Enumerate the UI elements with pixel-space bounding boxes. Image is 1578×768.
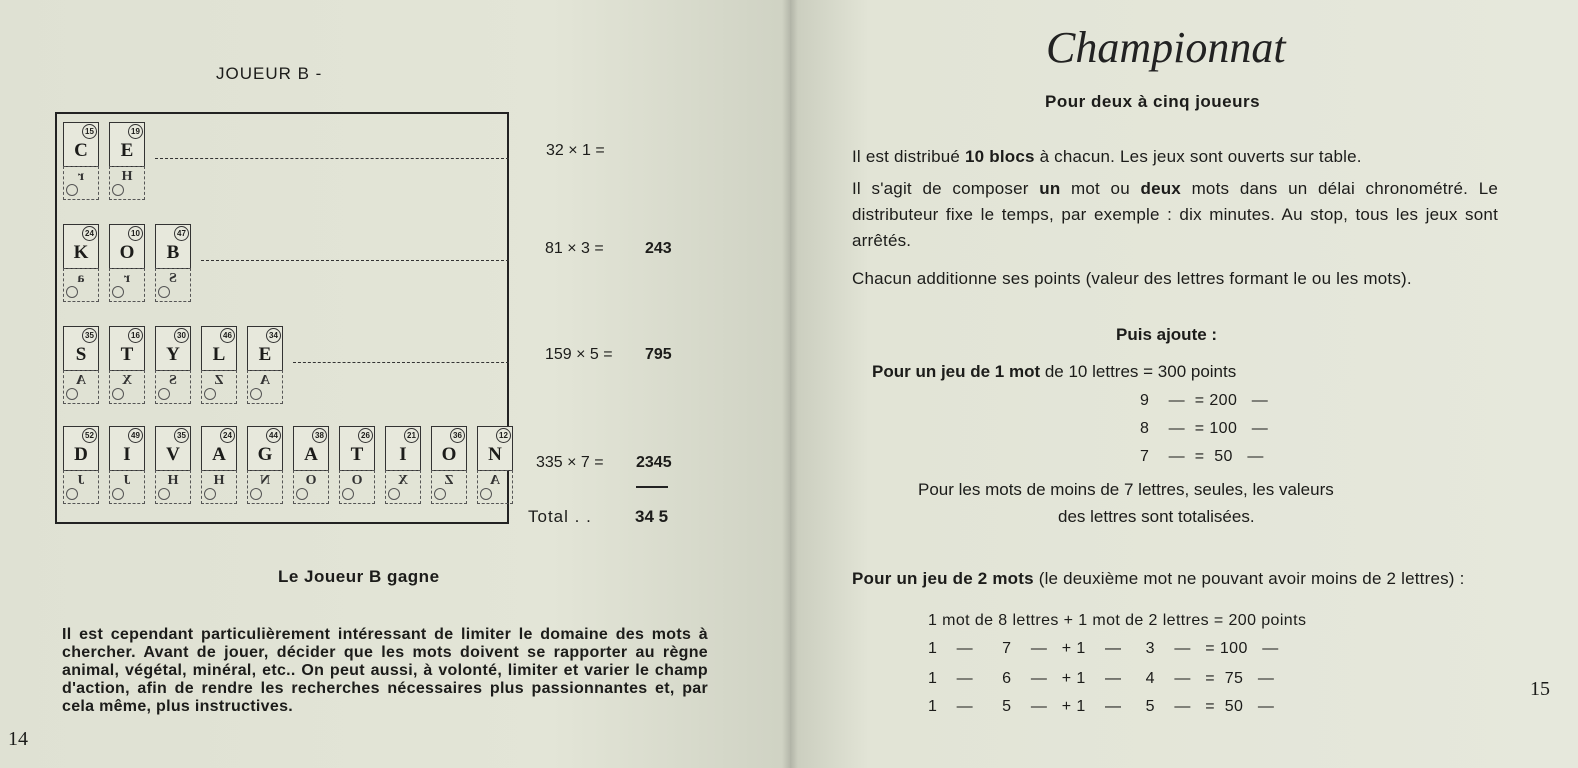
tile-mirror-letter: X (397, 473, 409, 488)
connector-line (155, 158, 509, 159)
one-word-row: 8 — = 100 — (1140, 420, 1269, 437)
letter-tile (63, 224, 99, 302)
tile-stub-circle (112, 184, 124, 196)
row-calculation (536, 454, 672, 472)
tile-letter: K (73, 242, 89, 263)
tile-stub-circle (66, 184, 78, 196)
tile-points: 10 (128, 226, 143, 241)
tile-mirror-letter: a (77, 271, 85, 286)
page-title: Championnat (1046, 23, 1286, 72)
text: à chacun. Les jeux sont ouverts sur table. (1034, 147, 1362, 166)
text: Il s'agit de composer (852, 179, 1040, 198)
letter-tile (385, 426, 421, 504)
tile-stub-circle (204, 388, 216, 400)
bold-text: 10 blocs (965, 147, 1035, 166)
tile-stub-circle (250, 488, 262, 500)
tile-letter: S (75, 344, 87, 365)
calc-expression: 81 × 3 = (545, 240, 604, 257)
tile-letter: T (350, 444, 364, 465)
tile-points: 30 (174, 328, 189, 343)
letter-tile (339, 426, 375, 504)
tile-points: 12 (496, 428, 511, 443)
tile-letter: N (488, 444, 502, 465)
tile-letter: B (166, 242, 180, 263)
two-word-row: 1 — 6 — + 1 — 4 — = 75 — (928, 670, 1275, 687)
tile-mirror-letter: J (123, 473, 131, 488)
row-calculation (546, 142, 605, 160)
tile-letter: A (212, 444, 226, 465)
tile-points: 16 (128, 328, 143, 343)
tile-letter: A (304, 444, 318, 465)
bold-text: deux (1140, 179, 1181, 198)
connector-line (201, 260, 509, 261)
tile-points: 24 (220, 428, 235, 443)
tile-points: 44 (266, 428, 281, 443)
letter-tile (201, 426, 237, 504)
tile-mirror-letter: A (489, 473, 501, 488)
tile-stub-circle (480, 488, 492, 500)
tile-points: 26 (358, 428, 373, 443)
tile-stub-circle (204, 488, 216, 500)
tile-letter: L (212, 344, 226, 365)
tile-mirror-letter: Z (214, 373, 224, 388)
letter-tile (155, 326, 191, 404)
tile-points: 21 (404, 428, 419, 443)
letter-tile (247, 426, 283, 504)
tile-mirror-letter: S (169, 373, 177, 388)
text: de 10 lettres = 300 points (1040, 362, 1237, 381)
tile-stub-circle (66, 286, 78, 298)
letter-tile (63, 426, 99, 504)
tile-points: 47 (174, 226, 189, 241)
left-paragraph: Il est cependant particulièrement intéressant de limiter le domaine des mots à chercher. Avant de jouer, décider que les mots doivent se rapporter au règne animal, végétal, minéral, etc.. On peut aussi, à volonté, limiter et varier le champ d'action, afin de rendre les recherches nécessaires plus passionnantes et, par cela même, plus instructives. (62, 626, 708, 715)
calc-result: 243 (645, 240, 672, 257)
tile-letter: O (119, 242, 135, 263)
two-word-row: 1 — 7 — + 1 — 3 — = 100 — (928, 640, 1279, 657)
letter-tile (247, 326, 283, 404)
tile-mirror-letter: A (259, 373, 271, 388)
tile-letter: G (257, 444, 273, 465)
tile-mirror-letter: H (167, 473, 179, 488)
text: mots dans un délai chronométré. Le distributeur fixe le temps, par exemple : dix minutes. Au stop, tous les jeux sont arrêtés. (852, 179, 1498, 250)
tile-mirror-letter: O (305, 473, 317, 488)
letter-tile (63, 122, 99, 200)
tile-mirror-letter: H (121, 169, 133, 184)
tile-stub-circle (388, 488, 400, 500)
paragraph-points: Chacun additionne ses points (valeur des lettres formant le ou les mots). (852, 269, 1412, 288)
letter-tile (109, 426, 145, 504)
game-board (55, 112, 509, 524)
tile-letter: E (120, 140, 134, 161)
calc-expression: 159 × 5 = (545, 346, 613, 363)
letter-tile (201, 326, 237, 404)
paragraph-rules (852, 176, 1498, 254)
tile-stub-circle (158, 388, 170, 400)
tile-letter: Y (166, 344, 180, 365)
one-word-rule (872, 362, 1236, 382)
calc-result: 2345 (636, 454, 672, 471)
letter-tile (477, 426, 513, 504)
letter-tile (155, 426, 191, 504)
tile-stub-circle (250, 388, 262, 400)
tile-stub-circle (296, 488, 308, 500)
tile-points: 19 (128, 124, 143, 139)
row-calculation (545, 240, 672, 258)
tile-mirror-letter: Z (444, 473, 454, 488)
less-letters-line-1: Pour les mots de moins de 7 lettres, seules, les valeurs (918, 480, 1334, 499)
winner-caption: Le Joueur B gagne (278, 567, 440, 586)
tile-points: 36 (450, 428, 465, 443)
page-number-right: 15 (1530, 678, 1550, 700)
letter-tile (109, 224, 145, 302)
tile-letter: D (74, 444, 88, 465)
connector-line (293, 362, 509, 363)
tile-stub-circle (112, 286, 124, 298)
text: Il est distribué (852, 147, 966, 166)
letter-tile (293, 426, 329, 504)
calc-result: 795 (645, 346, 672, 363)
sum-underline (636, 486, 668, 488)
tile-mirror-letter: S (169, 271, 177, 286)
letter-tile (431, 426, 467, 504)
tile-mirror-letter: r (123, 271, 131, 286)
tile-points: 35 (174, 428, 189, 443)
tile-stub-circle (66, 488, 78, 500)
tile-stub-circle (66, 388, 78, 400)
tile-stub-circle (112, 488, 124, 500)
tile-letter: O (441, 444, 457, 465)
two-word-row: 1 — 5 — + 1 — 5 — = 50 — (928, 698, 1275, 715)
tile-points: 52 (82, 428, 97, 443)
tile-mirror-letter: r (77, 169, 85, 184)
tile-points: 38 (312, 428, 327, 443)
tile-stub-circle (158, 286, 170, 298)
less-letters-line-2: des lettres sont totalisées. (1058, 507, 1255, 526)
tile-letter: V (166, 444, 180, 465)
letter-tile (109, 326, 145, 404)
tile-mirror-letter: O (351, 473, 363, 488)
one-word-row: 9 — = 200 — (1140, 392, 1269, 409)
paragraph-distribution (852, 144, 1498, 170)
tile-stub-circle (112, 388, 124, 400)
tile-letter: E (258, 344, 272, 365)
letter-tile (109, 122, 145, 200)
tile-letter: I (399, 444, 407, 465)
one-word-row: 7 — = 50 — (1140, 448, 1264, 465)
total-label: Total . . (528, 507, 592, 526)
page-subtitle: Pour deux à cinq joueurs (1045, 92, 1261, 111)
book-gutter (782, 0, 798, 768)
tile-mirror-letter: N (259, 473, 271, 488)
row-calculation (545, 346, 672, 364)
total-value: 34 5 (635, 507, 669, 526)
puis-ajoute: Puis ajoute : (1116, 325, 1218, 344)
text: mot ou (1060, 179, 1141, 198)
tile-points: 24 (82, 226, 97, 241)
tile-points: 35 (82, 328, 97, 343)
tile-stub-circle (342, 488, 354, 500)
bold-text: Pour un jeu de 2 mots (852, 569, 1034, 588)
tile-mirror-letter: X (121, 373, 133, 388)
calc-expression: 32 × 1 = (546, 142, 605, 159)
tile-mirror-letter: H (213, 473, 225, 488)
bold-text: un (1039, 179, 1061, 198)
tile-mirror-letter: J (77, 473, 85, 488)
tile-mirror-letter: A (75, 373, 87, 388)
bold-text: Pour un jeu de 1 mot (872, 362, 1041, 381)
tile-points: 46 (220, 328, 235, 343)
tile-letter: C (74, 140, 88, 161)
two-word-row: 1 mot de 8 lettres + 1 mot de 2 lettres = 200 points (928, 612, 1307, 629)
tile-points: 15 (82, 124, 97, 139)
page-number-left: 14 (8, 728, 28, 750)
calc-expression: 335 × 7 = (536, 454, 604, 471)
letter-tile (155, 224, 191, 302)
tile-stub-circle (434, 488, 446, 500)
player-b-header: JOUEUR B - (216, 64, 323, 83)
letter-tile (63, 326, 99, 404)
tile-points: 34 (266, 328, 281, 343)
tile-points: 49 (128, 428, 143, 443)
tile-letter: I (123, 444, 131, 465)
text: (le deuxième mot ne pouvant avoir moins de 2 lettres) : (1033, 569, 1465, 588)
tile-stub-circle (158, 488, 170, 500)
two-word-rule (852, 567, 1498, 591)
tile-letter: T (120, 344, 134, 365)
